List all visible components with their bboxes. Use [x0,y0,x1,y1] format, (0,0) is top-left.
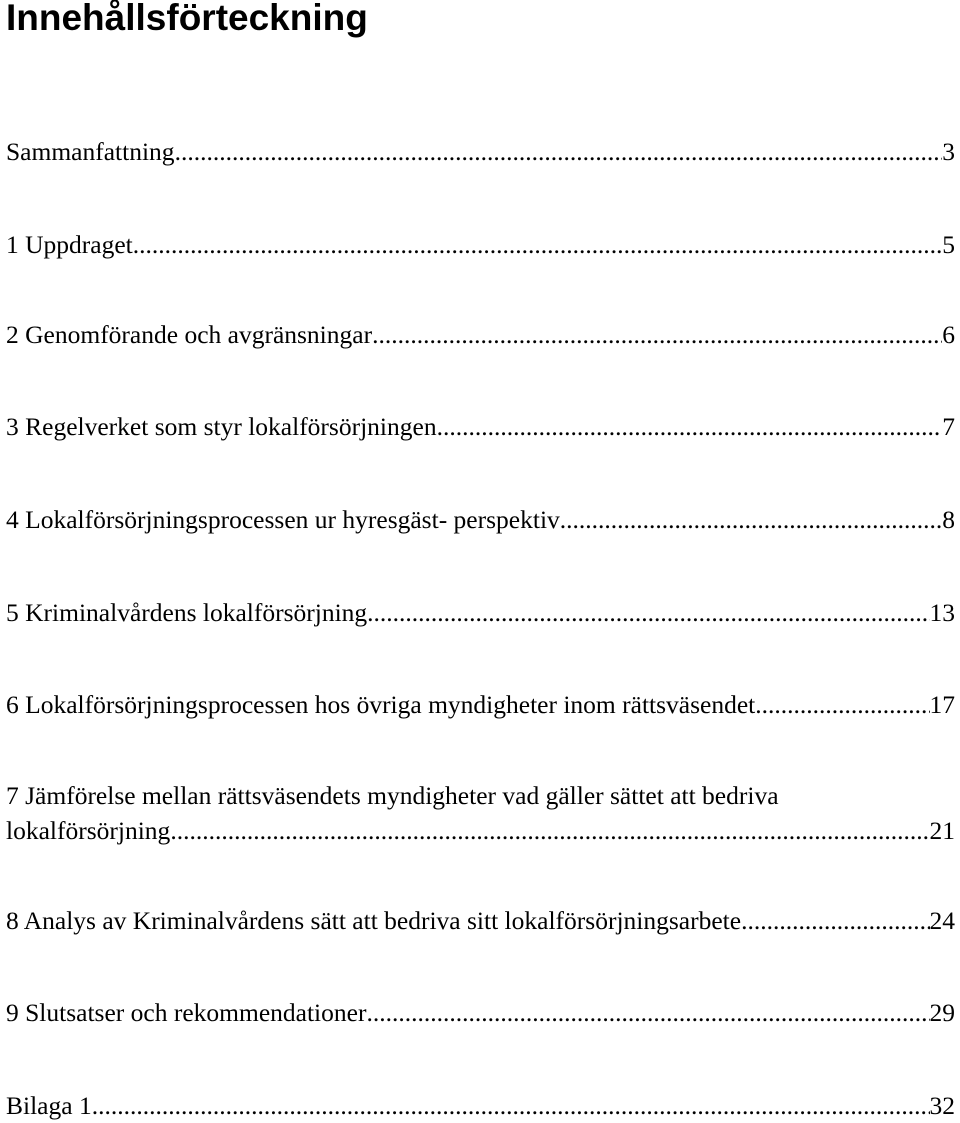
toc-entry-3[interactable] [6,409,955,444]
toc-page-number: 17 [929,690,955,719]
dot-leader [437,409,943,444]
dot-leader [175,134,943,169]
toc-entry-6[interactable] [6,687,955,722]
toc-page-number: 3 [942,137,955,166]
toc-entry-label: Sammanfattning [6,137,175,166]
toc-entry-label: lokalförsörjning [6,816,171,845]
toc-page-number: 32 [929,1091,955,1120]
toc-entry-label: Bilaga 1 [6,1091,92,1120]
dot-leader [92,1088,930,1123]
dot-leader [372,317,942,352]
toc-entry-2[interactable] [6,317,955,352]
toc-entry-1[interactable] [6,227,955,262]
toc-entry-label: 8 Analys av Kriminalvårdens sätt att bedriva sitt lokalförsörjningsarbete [6,906,742,935]
toc-page-number: 13 [929,598,955,627]
toc-page-number: 7 [942,412,955,441]
dot-leader [755,687,929,722]
dot-leader [170,813,929,848]
toc-entry-4[interactable] [6,502,955,537]
dot-leader [367,595,929,630]
toc-entry-label: 6 Lokalförsörjningsprocessen hos övriga myndigheter inom rättsväsendet [6,690,756,719]
toc-entry-label: 2 Genomförande och avgränsningar [6,320,373,349]
toc-page-number: 24 [929,906,955,935]
toc-entry-9[interactable] [6,995,955,1030]
toc-entry-label: 3 Regelverket som styr lokalförsörjningen [6,412,437,441]
toc-page-number: 6 [942,320,955,349]
toc-page-number: 5 [942,230,955,259]
toc-entry-sammanfattning[interactable] [6,134,955,169]
dot-leader [560,502,942,537]
toc-entry-label: 9 Slutsatser och rekommendationer [6,998,367,1027]
toc-entry-5[interactable] [6,595,955,630]
toc-entry-label: 1 Uppdraget [6,230,133,259]
toc-entry-bilaga-1[interactable] [6,1088,955,1123]
toc-page-number: 8 [942,505,955,534]
toc-page-number: 29 [929,998,955,1027]
toc-entry-8[interactable] [6,903,955,938]
dot-leader [133,227,942,262]
toc-entry-7[interactable] [6,778,955,848]
dot-leader [741,903,929,938]
toc-entry-label-first-line: 7 Jämförelse mellan rättsväsendets myndigheter vad gäller sättet att bedriva [6,781,779,810]
toc-entry-label: 5 Kriminalvårdens lokalförsörjning [6,598,368,627]
page-title: Innehållsförteckning [6,0,368,38]
toc-page-number: 21 [929,816,955,845]
dot-leader [366,995,929,1030]
toc-entry-label: 4 Lokalförsörjningsprocessen ur hyresgäst- perspektiv [6,505,560,534]
